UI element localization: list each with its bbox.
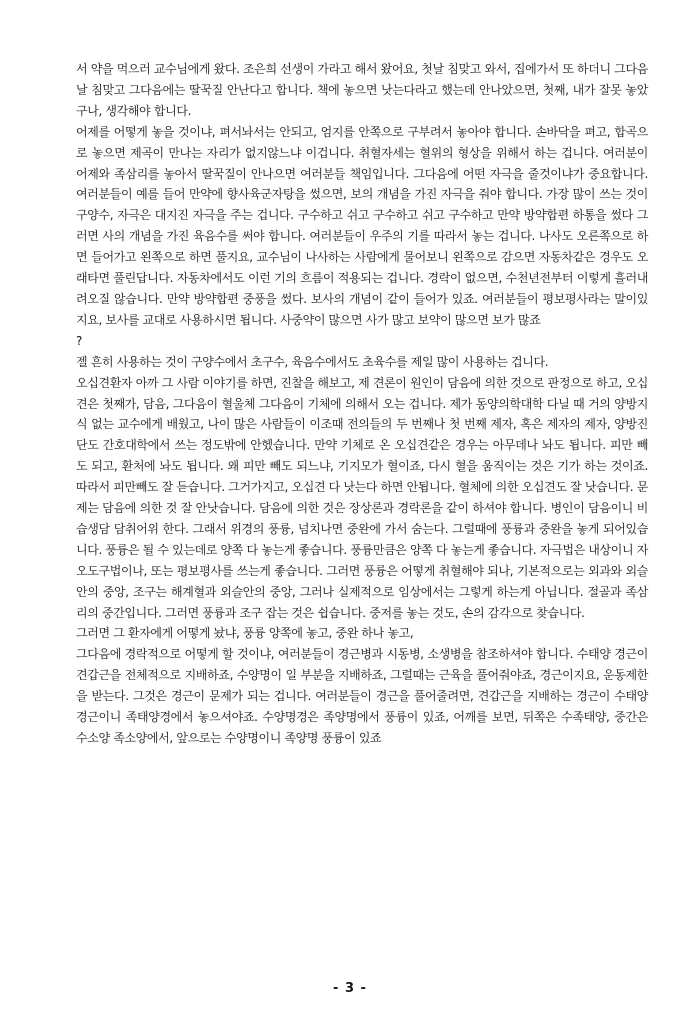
document-body	[76, 59, 648, 749]
paragraph: ?	[76, 333, 83, 348]
paragraph: 어제를 어떻게 놓을 것이냐, 펴서놔서는 안되고, 엄지를 안쪽으로 구부려서 놓아야 합니다. 손바닥을 펴고, 합곡으로 놓으면 제곡이 만나는 자리가 없지않느냐 이겁니다. 취혈자세는 혈위의 형상을 위해서 하는 겁니다. 여러분이 어제와 족삼리를 놓아서 딸꾹질이 안나으면 여러분들 책임입니다. 그다음에 어떤 자극을 줄것이냐가 중요합니다. 여러분들이 예를 들어 만약에 향사육군자탕을 썼으면, 보의 개념을 가진 자극을 줘야 합니다. 가장 많이 쓰는 것이 구양수, 자극은 대지진 자극을 주는 겁니다. 구수하고 쉬고 구수하고 쉬고 구수하고 만약 방약합편 하통을 썼다 그러면 사의 개념을 가진 육음수를 써야 합니다. 여러분들이 우주의 기를 따라서 놓는 겁니다. 나사도 오른쪽으로 하면 들어가고 왼쪽으로 하면 풀지요, 교수님이 나사하는 사람에게 물어보니 왼쪽으로 감으면 자동차같은 경우도 오래타면 풀린답니다. 자동차에서도 이런 기의 흐름이 적용되는 겁니다. 경락이 없으면, 수천년전부터 이렇게 흘러내려오질 않습니다. 만약 방약합편 중풍을 썼다. 보사의 개념이 같이 들어가 있죠. 여러분들이 평보평사라는 말이있지요, 보사를 교대로 사용하시면 됩니다. 사중약이 많으면 사가 많고 보약이 많으면 보가 많죠	[76, 124, 648, 327]
paragraph: 서 약을 먹으러 교수님에게 왔다. 조은희 선생이 가라고 해서 왔어요, 첫날 침맞고 와서, 집에가서 또 하더니 그다음날 침맞고 그다음에는 딸꾹질 안난다고 합니다. 책에 놓으면 낫는다라고 했는데 안나았으면, 첫째, 내가 잘못 놓았구나, 생각해야 합니다.	[76, 62, 648, 118]
paragraph: 젤 흔히 사용하는 것이 구양수에서 초구수, 육음수에서도 초육수를 제일 많이 사용하는 겁니다.	[76, 354, 549, 369]
page-number: - 3 -	[333, 981, 367, 996]
paragraph: 그러면 그 환자에게 어떻게 놨냐, 풍륭 양쪽에 놓고, 중완 하나 놓고,	[76, 626, 414, 641]
paragraph: 오십견환자 아까 그 사람 이야기를 하면, 진찰을 해보고, 제 견론이 원인이 담음에 의한 것으로 판정으로 하고, 오십견은 첫째가, 담음, 그다음이 혈울체 그다음이 기체에 의해서 오는 겁니다. 제가 동양의학대학 다닐 때 거의 양방지식 없는 교수에게 배웠고, 나이 많은 사람들이 이조때 전의들의 두 번째나 첫 번째 제자, 혹은 제자의 제자, 양방진단도 간호대학에서 쓰는 정도밖에 안헸습니다. 만약 기체로 온 오십견같은 경우는 아무데나 놔도 됩니다. 피만 빼도 되고, 환처에 놔도 됩니다. 왜 피만 빼도 되느냐, 기지모가 혈이죠, 다시 혈을 움직이는 것은 기가 하는 것이죠. 따라서 피만빼도 잘 듣습니다. 그거가지고, 오십견 다 낫는다 하면 안됩니다. 혈체에 의한 오십견도 잘 낫습니다. 문제는 담음에 의한 것 잘 안낫습니다. 담음에 의한 것은 장상론과 경락론을 같이 하셔야 합니다. 병인이 담음이니 비습생담 담취어위 한다. 그래서 위경의 풍륭, 넘치나면 중완에 가서 숨는다. 그럴때에 풍륭과 중완을 놓게 되어있습니다. 풍륭은 될 수 있는데로 양쪽 다 놓는게 좋습니다. 풍륭만큼은 양쪽 다 놓는게 좋습니다. 자극법은 내상이니 자오도구법이나, 또는 평보평사를 쓰는게 좋습니다. 그러면 풍륭은 어떻게 취혈해야 되나, 기본적으로는 외과와 외슬안의 중앙, 조구는 해계혈과 외슬안의 중앙, 그러나 실제적으로 임상에서는 그렇게 하는게 아닙니다. 절골과 족삼리의 중간입니다. 그러면 풍륭과 조구 잡는 것은 쉽습니다. 중저를 놓는 것도, 손의 감각으로 찾습니다.	[76, 375, 648, 620]
paragraph: 그다음에 경락적으로 어떻게 할 것이냐, 여러분들이 경근병과 시동병, 소생병을 참조하셔야 합니다. 수태양 경근이 견갑근을 전체적으로 지배하죠, 수양명이 일 부분을 지배하죠, 그럴때는 근육을 풀어줘야죠, 경근이지요, 운동제한을 받는다. 그것은 경근이 문제가 되는 겁니다. 여러분들이 경근을 풀어줄려면, 견갑근을 지배하는 경근이 수태양경근이니 족태양경에서 놓으셔야죠. 수양명경은 족양명에서 풍륭이 있죠, 어깨를 보면, 뒤쪽은 수족태양, 중간은 수소양 족소양에서, 앞으로는 수양명이니 족양명 풍륭이 있죠	[76, 647, 648, 745]
